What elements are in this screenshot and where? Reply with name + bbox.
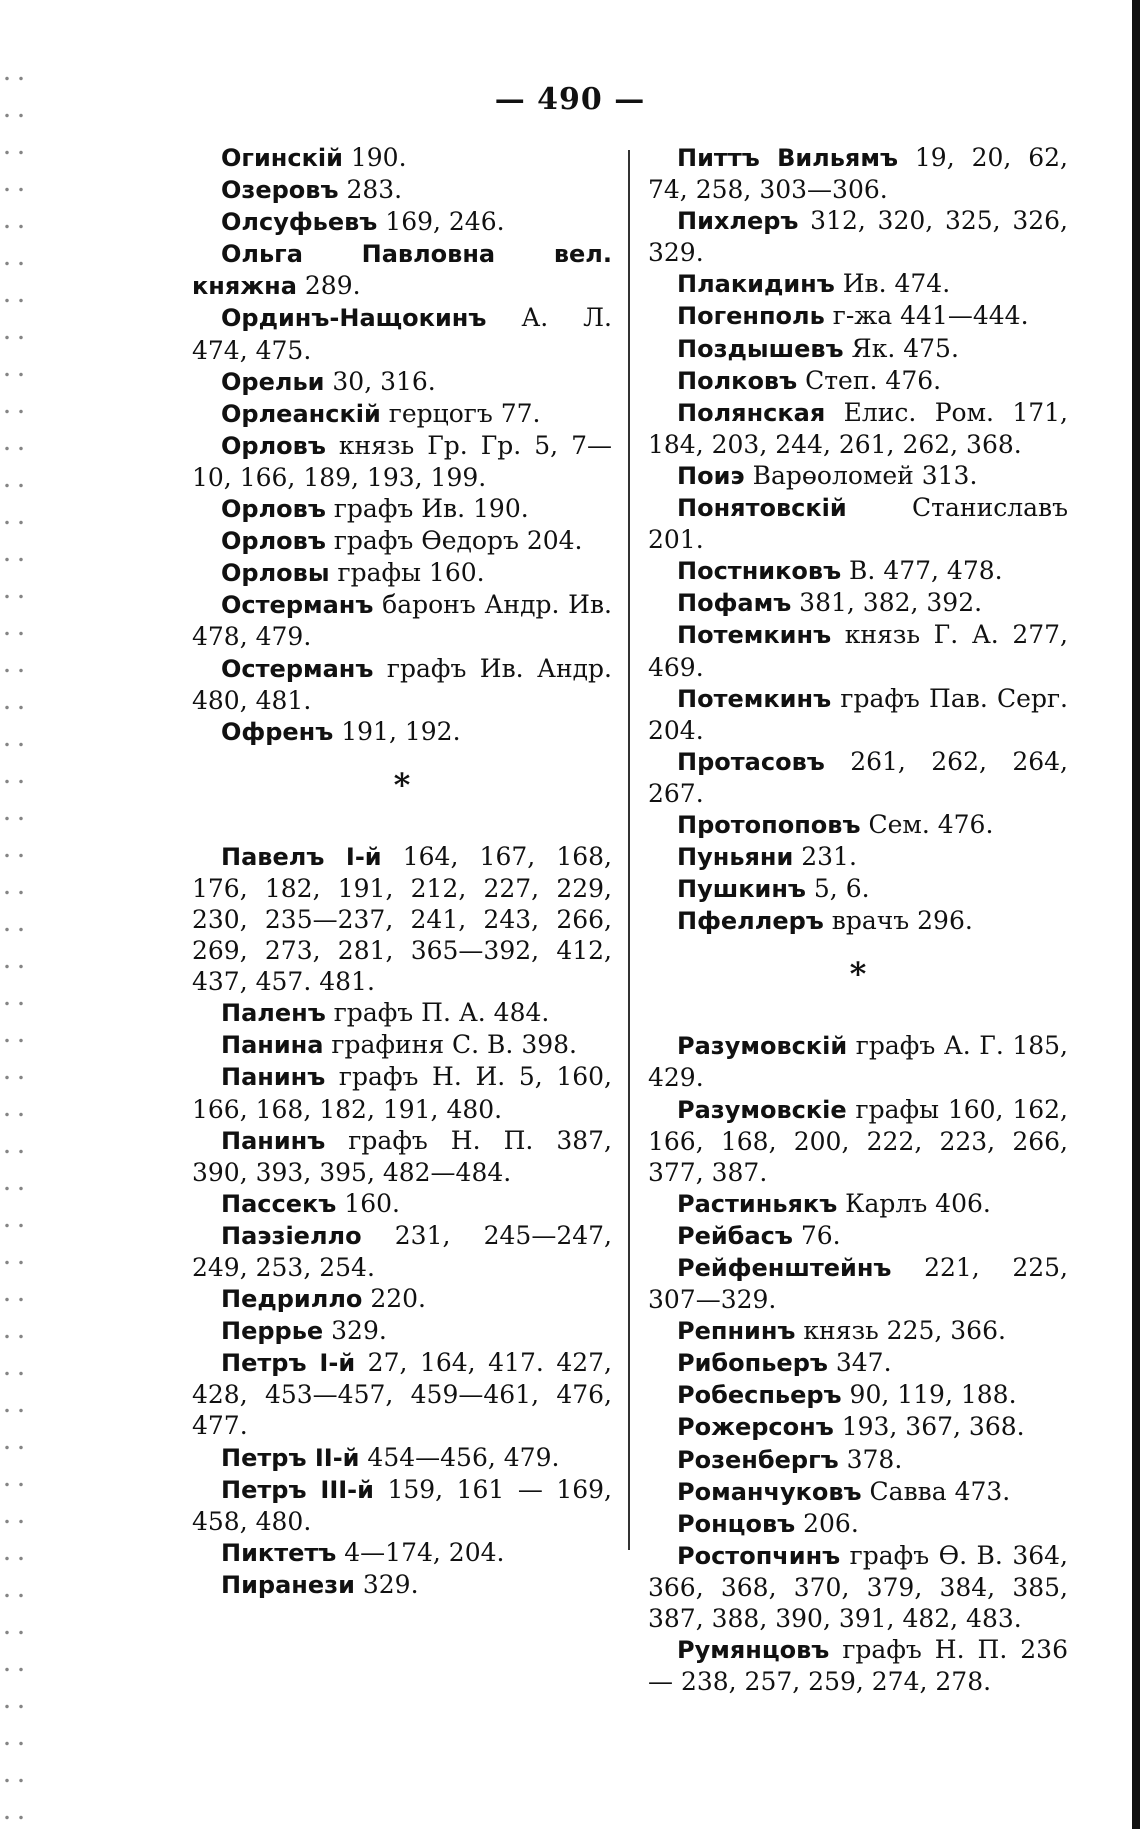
- index-entry: [648, 873, 1068, 905]
- index-entry: [648, 397, 1068, 460]
- index-entry: [192, 493, 612, 525]
- index-entry: [192, 557, 612, 589]
- index-entry: [192, 238, 612, 302]
- index-entry: [648, 841, 1068, 873]
- index-entry: [192, 1442, 612, 1474]
- entry-pages: 289.: [296, 271, 361, 301]
- entry-name: Протопоповъ: [677, 810, 861, 839]
- entry-pages: графъ Н. И. 5, 160, 166, 168, 182, 191, 480.: [192, 1062, 612, 1124]
- index-entry: [648, 555, 1068, 587]
- entry-name: Орловъ: [221, 495, 326, 524]
- entry-pages: 231.: [793, 842, 857, 872]
- index-entry: [648, 268, 1068, 300]
- index-entry: [192, 302, 612, 365]
- index-entry: [648, 492, 1068, 555]
- entry-name: Олсуфьевъ: [221, 208, 378, 237]
- index-entry: [648, 683, 1068, 746]
- section-separator: *: [849, 955, 867, 994]
- entry-pages: Елис. Ром. 171, 184, 203, 244, 261, 262, 368.: [648, 397, 1068, 459]
- index-entry: [192, 1188, 612, 1220]
- index-entry: [192, 1125, 612, 1188]
- entry-pages: 221, 225, 307—329.: [648, 1253, 1068, 1315]
- entry-name: Потемкинъ: [677, 684, 832, 713]
- index-entry: [648, 460, 1068, 492]
- entry-pages: графъ П. А. 484.: [325, 998, 550, 1028]
- index-entry: [192, 174, 612, 206]
- entry-name: Остерманъ: [221, 591, 374, 620]
- entry-name: Робеспьеръ: [677, 1381, 842, 1410]
- index-entry: [648, 1188, 1068, 1220]
- entry-pages: врачъ 296.: [823, 906, 973, 936]
- index-entry: [192, 1347, 612, 1441]
- index-entry: [648, 1252, 1068, 1315]
- entry-pages: 5, 6.: [805, 874, 870, 904]
- index-entry: [648, 1220, 1068, 1252]
- entry-pages: князь Гр. Гр. 5, 7—10, 166, 189, 193, 199.: [192, 430, 612, 492]
- index-entry: [648, 619, 1068, 682]
- index-list-p: [192, 841, 612, 1601]
- entry-name: Поиэ: [677, 461, 745, 490]
- index-entry: [192, 1061, 612, 1124]
- entry-name: Пфеллеръ: [677, 907, 824, 936]
- entry-pages: графъ Ив. Андр. 480, 481.: [192, 653, 612, 715]
- entry-name: Петръ I-й: [221, 1349, 356, 1378]
- entry-name: Петръ III-й: [221, 1475, 374, 1504]
- entry-pages: В. 477, 478.: [841, 556, 1003, 586]
- entry-name: Протасовъ: [677, 747, 825, 776]
- index-list-o: [192, 142, 612, 748]
- index-entry: [192, 206, 612, 238]
- entry-name: Полковъ: [677, 366, 798, 395]
- entry-name: Питтъ Вильямъ: [677, 144, 898, 172]
- entry-name: Рожерсонъ: [677, 1413, 834, 1442]
- entry-pages: 347.: [827, 1348, 892, 1378]
- entry-name: Рейфенштейнъ: [677, 1254, 892, 1282]
- entry-name: Орловы: [221, 559, 330, 588]
- entry-name: Рибопьеръ: [677, 1349, 828, 1378]
- entry-name: Панина: [221, 1031, 324, 1060]
- index-entry: [192, 716, 612, 748]
- entry-pages: герцогъ 77.: [380, 398, 541, 428]
- entry-pages: князь 225, 366.: [795, 1316, 1006, 1346]
- entry-pages: 329.: [354, 1569, 419, 1599]
- entry-pages: А. Л. 474, 475.: [192, 303, 612, 365]
- entry-name: Ольга Павловна вел. княжна: [192, 240, 612, 301]
- entry-pages: 76.: [792, 1220, 841, 1250]
- entry-name: Панинъ: [221, 1126, 326, 1155]
- entry-pages: 231, 245—247, 249, 253, 254.: [192, 1220, 612, 1282]
- entry-pages: 191, 192.: [333, 716, 461, 746]
- scan-edge-right: [1132, 0, 1140, 1829]
- index-entry: [192, 142, 612, 174]
- entry-name: Поздышевъ: [677, 334, 844, 363]
- entry-name: Пассекъ: [221, 1189, 337, 1218]
- entry-pages: Савва 473.: [861, 1476, 1011, 1506]
- entry-name: Петръ II-й: [221, 1443, 360, 1472]
- entry-pages: 381, 382, 392.: [791, 588, 983, 618]
- entry-pages: г-жа 441—444.: [824, 301, 1029, 331]
- index-entry: [192, 525, 612, 557]
- index-entry: [648, 333, 1068, 365]
- entry-pages: графъ Өедоръ 204.: [325, 526, 583, 556]
- index-entry: [192, 589, 612, 652]
- entry-pages: баронъ Андр. Ив. 478, 479.: [192, 590, 612, 652]
- index-entry: [192, 1315, 612, 1347]
- entry-pages: графиня С. В. 398.: [323, 1030, 577, 1060]
- entry-name: Плакидинъ: [677, 270, 835, 299]
- index-entry: [648, 300, 1068, 332]
- entry-pages: 169, 246.: [377, 207, 505, 237]
- index-entry: [648, 1379, 1068, 1411]
- index-entry: [192, 430, 612, 493]
- index-entry: [648, 1444, 1068, 1476]
- entry-pages: графъ Н. П. 387, 390, 393, 395, 482—484.: [192, 1125, 612, 1187]
- index-entry: [192, 1569, 612, 1601]
- entry-name: Павелъ I-й: [221, 842, 382, 871]
- entry-pages: 283.: [338, 175, 403, 205]
- index-entry: [648, 142, 1068, 205]
- entry-name: Озеровъ: [221, 176, 339, 205]
- index-entry: [648, 1411, 1068, 1443]
- entry-name: Потемкинъ: [677, 621, 832, 650]
- entry-pages: графъ Ив. 190.: [325, 494, 529, 524]
- entry-name: Пиктетъ: [221, 1538, 337, 1567]
- entry-pages: 454—456, 479.: [359, 1442, 560, 1472]
- entry-name: Пушкинъ: [677, 875, 806, 904]
- entry-name: Педрилло: [221, 1285, 363, 1314]
- entry-pages: Як. 475.: [843, 333, 959, 363]
- entry-name: Орлеанскій: [221, 399, 381, 428]
- entry-name: Разумовскій: [677, 1032, 848, 1061]
- entry-name: Орельи: [221, 367, 325, 396]
- entry-name: Огинскій: [221, 144, 343, 172]
- index-entry: [192, 1029, 612, 1061]
- right-column: [648, 142, 1068, 1697]
- entry-name: Репнинъ: [677, 1317, 796, 1346]
- entry-pages: 190.: [342, 143, 407, 172]
- entry-name: Паленъ: [221, 999, 326, 1028]
- entry-name: Остерманъ: [221, 654, 374, 683]
- entry-pages: 220.: [362, 1284, 427, 1314]
- index-list-r: [648, 1030, 1068, 1697]
- index-entry: [192, 1220, 612, 1283]
- entry-name: Орловъ: [221, 431, 326, 460]
- entry-name: Понятовскій: [677, 494, 847, 523]
- section-separator: *: [393, 765, 411, 804]
- entry-name: Погенполь: [677, 302, 825, 331]
- index-list-p-continued: [648, 142, 1068, 937]
- index-entry: [648, 1030, 1068, 1093]
- entry-name: Ординъ-Нащокинъ: [221, 304, 487, 333]
- scan-edge-left: [0, 60, 30, 1820]
- page-number: — 490 —: [494, 82, 646, 117]
- entry-pages: 378.: [838, 1444, 903, 1474]
- entry-pages: Сем. 476.: [860, 809, 994, 839]
- entry-name: Ростопчинъ: [677, 1541, 841, 1570]
- entry-name: Романчуковъ: [677, 1477, 862, 1506]
- index-entry: [648, 1634, 1068, 1697]
- entry-name: Растиньякъ: [677, 1189, 838, 1218]
- index-entry: [192, 841, 612, 997]
- entry-pages: 164, 167, 168, 176, 182, 191, 212, 227, 229, 230, 235—237, 241, 243, 266, 269, 273, 281, 365—392, 412, 437, 457. 481.: [192, 841, 612, 997]
- index-entry: [648, 1094, 1068, 1188]
- entry-name: Розенбергъ: [677, 1445, 839, 1474]
- entry-pages: 160.: [336, 1188, 400, 1218]
- entry-pages: графъ Ө. В. 364, 366, 368, 370, 379, 384, 385, 387, 388, 390, 391, 482, 483.: [648, 1540, 1068, 1634]
- entry-pages: 159, 161 — 169, 458, 480.: [192, 1474, 612, 1536]
- index-entry: [648, 905, 1068, 937]
- entry-pages: 329.: [323, 1316, 387, 1346]
- index-entry: [192, 366, 612, 398]
- entry-pages: 206.: [795, 1508, 859, 1538]
- entry-pages: 312, 320, 325, 326, 329.: [648, 206, 1068, 268]
- entry-name: Пихлеръ: [677, 207, 799, 236]
- entry-pages: Степ. 476.: [797, 365, 942, 395]
- entry-pages: 27, 164, 417. 427, 428, 453—457, 459—461, 476, 477.: [192, 1348, 612, 1441]
- entry-name: Пуньяни: [677, 843, 794, 872]
- index-entry: [192, 997, 612, 1029]
- entry-pages: 90, 119, 188.: [841, 1380, 1017, 1410]
- entry-name: Рейбасъ: [677, 1221, 793, 1250]
- entry-name: Постниковъ: [677, 557, 842, 586]
- entry-pages: графы 160, 162, 166, 168, 200, 222, 223, 266, 377, 387.: [648, 1094, 1068, 1187]
- entry-pages: графы 160.: [329, 558, 485, 588]
- entry-name: Румянцовъ: [677, 1636, 830, 1665]
- entry-pages: 30, 316.: [324, 366, 436, 396]
- index-entry: [648, 1540, 1068, 1634]
- entry-pages: Варөоломей 313.: [744, 460, 978, 490]
- entry-name: Ронцовъ: [677, 1509, 796, 1538]
- index-entry: [648, 365, 1068, 397]
- entry-name: Офренъ: [221, 717, 334, 746]
- entry-name: Пиранези: [221, 1570, 355, 1599]
- entry-pages: 4—174, 204.: [336, 1537, 505, 1567]
- entry-pages: графъ Н. П. 236 — 238, 257, 259, 274, 278.: [648, 1635, 1068, 1697]
- index-entry: [192, 653, 612, 716]
- index-entry: [192, 1283, 612, 1315]
- index-entry: [192, 1474, 612, 1537]
- index-entry: [648, 746, 1068, 809]
- entry-name: Орловъ: [221, 527, 326, 556]
- index-entry: [648, 1476, 1068, 1508]
- entry-pages: графъ А. Г. 185, 429.: [648, 1031, 1068, 1093]
- entry-pages: Ив. 474.: [834, 269, 951, 299]
- index-entry: [648, 205, 1068, 268]
- index-entry: [192, 1537, 612, 1569]
- entry-name: Полянская: [677, 398, 826, 427]
- entry-pages: графъ Пав. Серг. 204.: [648, 683, 1068, 745]
- entry-pages: 193, 367, 368.: [833, 1412, 1025, 1442]
- entry-name: Перрье: [221, 1317, 324, 1346]
- entry-name: Разумовскіе: [677, 1095, 847, 1124]
- entry-name: Панинъ: [221, 1063, 326, 1092]
- index-entry: [648, 1347, 1068, 1379]
- entry-pages: Станиславъ 201.: [648, 493, 1068, 555]
- index-entry: [192, 398, 612, 430]
- entry-pages: Карлъ 406.: [837, 1188, 991, 1218]
- left-column: [192, 142, 612, 1601]
- entry-pages: 19, 20, 62, 74, 258, 303—306.: [648, 143, 1068, 205]
- entry-name: Пофамъ: [677, 589, 792, 618]
- index-entry: [648, 587, 1068, 619]
- entry-pages: 261, 262, 264, 267.: [648, 746, 1068, 808]
- entry-name: Паэзіелло: [221, 1221, 362, 1250]
- index-entry: [648, 809, 1068, 841]
- entry-pages: князь Г. А. 277, 469.: [648, 620, 1068, 682]
- column-rule: [628, 150, 630, 1550]
- index-entry: [648, 1508, 1068, 1540]
- index-entry: [648, 1315, 1068, 1347]
